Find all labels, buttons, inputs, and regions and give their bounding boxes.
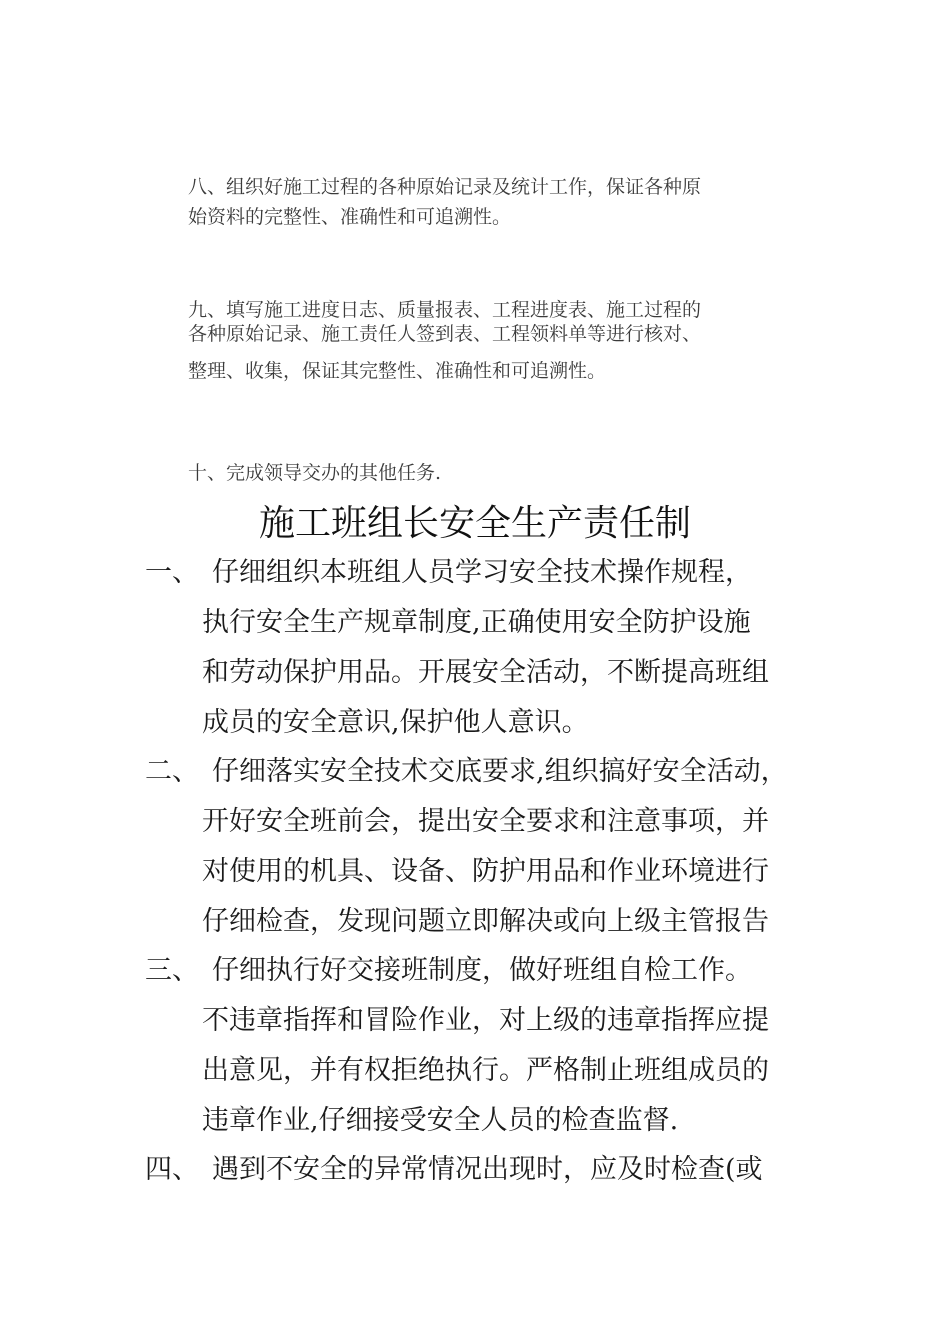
text-line: 不违章指挥和冒险作业，对上级的违章指挥应提 — [202, 1005, 769, 1036]
text-line: 成员的安全意识,保护他人意识。 — [202, 707, 589, 738]
paragraph-8 — [188, 172, 813, 232]
item-continuation — [202, 996, 812, 1146]
item-continuation — [202, 797, 812, 947]
text-line: 整理、收集，保证其完整性、准确性和可追溯性。 — [188, 360, 607, 382]
item-first-line: 遇到不安全的异常情况出现时，应及时检查(或 — [212, 1154, 763, 1185]
text-line: 仔细检查，发现问题立即解决或向上级主管报告 — [202, 906, 769, 937]
item-first-line: 仔细执行好交接班制度，做好班组自检工作。 — [212, 955, 752, 986]
text-line: 始资料的完整性、准确性和可追溯性。 — [188, 206, 512, 228]
paragraph-9 — [188, 298, 813, 386]
text-line: 九、填写施工进度日志、质量报表、工程进度表、施工过程的 — [188, 299, 702, 321]
section-title: 施工班组长安全生产责任制 — [258, 503, 691, 544]
item-number: 三、 — [145, 955, 199, 986]
item-first-line: 仔细落实安全技术交底要求,组织搞好安全活动， — [212, 756, 788, 787]
text-line: 开好安全班前会，提出安全要求和注意事项，并 — [202, 806, 769, 837]
item-number: 一、 — [145, 557, 199, 588]
text-line: 八、组织好施工过程的各种原始记录及统计工作，保证各种原 — [188, 176, 702, 198]
paragraph-10 — [188, 458, 813, 488]
item-continuation — [202, 598, 812, 748]
text-line: 执行安全生产规章制度,正确使用安全防护设施 — [202, 607, 751, 638]
item-number: 四、 — [145, 1154, 199, 1185]
text-line: 出意见，并有权拒绝执行。严格制止班组成员的 — [202, 1055, 769, 1086]
item-number: 二、 — [145, 756, 199, 787]
item-first-line: 仔细组织本班组人员学习安全技术操作规程， — [212, 557, 752, 588]
text-line: 和劳动保护用品。开展安全活动，不断提高班组 — [202, 657, 769, 688]
text-line: 对使用的机具、设备、防护用品和作业环境进行 — [202, 856, 769, 887]
text-line: 十、完成领导交办的其他任务. — [188, 462, 442, 484]
text-line: 各种原始记录、施工责任人签到表、工程领料单等进行核对、 — [188, 323, 702, 345]
text-line: 违章作业,仔细接受安全人员的检查监督. — [202, 1105, 679, 1136]
